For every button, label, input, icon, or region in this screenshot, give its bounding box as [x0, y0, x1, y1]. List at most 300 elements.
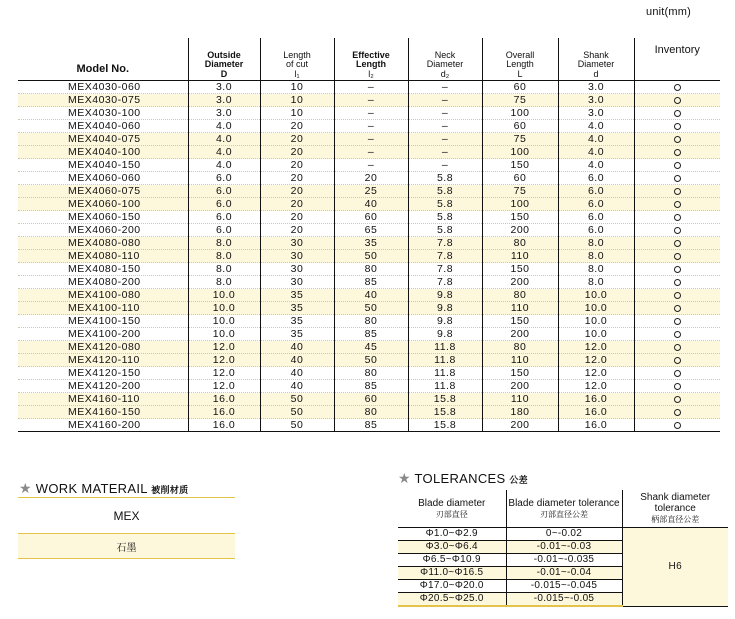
cell-shank: 4.0	[558, 133, 634, 146]
cell-eff: 65	[334, 224, 408, 237]
header-neck-line2: Diameter	[426, 59, 464, 69]
cell-od: 10.0	[188, 289, 260, 302]
cell-shank: 6.0	[558, 198, 634, 211]
cell-overall: 60	[482, 172, 558, 185]
tolerances-table	[398, 490, 728, 607]
cell-overall: 200	[482, 328, 558, 341]
cell-inventory	[634, 315, 720, 328]
unit-label: unit(mm)	[646, 6, 691, 18]
table-row	[18, 263, 720, 276]
in-stock-icon	[674, 383, 681, 390]
cell-model: MEX4100-080	[18, 289, 188, 302]
cell-overall: 150	[482, 367, 558, 380]
cell-overall: 200	[482, 380, 558, 393]
cell-model: MEX4060-100	[18, 198, 188, 211]
cell-model: MEX4160-150	[18, 406, 188, 419]
cell-neck: 5.8	[408, 211, 482, 224]
cell-inventory	[634, 367, 720, 380]
work-material-table	[18, 497, 235, 559]
cell-od: 12.0	[188, 354, 260, 367]
in-stock-icon	[674, 253, 681, 260]
cell-inventory	[634, 328, 720, 341]
cell-od: 12.0	[188, 380, 260, 393]
header-outside-diameter	[188, 38, 260, 81]
in-stock-icon	[674, 110, 681, 117]
cell-blade-tolerance: -0.01~-0.04	[506, 567, 622, 580]
cell-neck: –	[408, 94, 482, 107]
cell-shank: 10.0	[558, 289, 634, 302]
header-neck-line1: Neck	[434, 50, 456, 60]
cell-shank: 12.0	[558, 367, 634, 380]
tolerances-body	[398, 528, 728, 607]
cell-loc: 20	[260, 224, 334, 237]
cell-loc: 35	[260, 328, 334, 341]
cell-shank: 8.0	[558, 263, 634, 276]
cell-neck: 9.8	[408, 289, 482, 302]
work-material-title-text: WORK MATERAIL	[35, 481, 148, 496]
in-stock-icon	[674, 318, 681, 325]
cell-loc: 20	[260, 133, 334, 146]
cell-overall: 150	[482, 159, 558, 172]
header-overall-line2: Length	[506, 59, 534, 69]
cell-loc: 20	[260, 198, 334, 211]
cell-blade-tolerance: -0.015~-0.05	[506, 593, 622, 607]
cell-od: 16.0	[188, 406, 260, 419]
table-row	[18, 172, 720, 185]
cell-inventory	[634, 263, 720, 276]
cell-loc: 30	[260, 276, 334, 289]
header-eff-line2: Length	[356, 59, 386, 69]
cell-od: 4.0	[188, 133, 260, 146]
cell-shank: 6.0	[558, 172, 634, 185]
cell-od: 8.0	[188, 276, 260, 289]
cell-shank: 12.0	[558, 341, 634, 354]
table-row	[18, 81, 720, 94]
cell-eff: 25	[334, 185, 408, 198]
cell-od: 8.0	[188, 263, 260, 276]
header-blade-diameter	[398, 490, 506, 528]
star-icon: ★	[398, 470, 411, 486]
in-stock-icon	[674, 396, 681, 403]
cell-model: MEX4040-100	[18, 146, 188, 159]
work-material-title-cn: 被削材质	[151, 485, 189, 495]
cell-blade-tolerance: -0.01~-0.03	[506, 541, 622, 554]
cell-neck: –	[408, 159, 482, 172]
header-shank-diameter	[558, 38, 634, 81]
table-row	[18, 276, 720, 289]
header-shank-line2: Diameter	[577, 59, 615, 69]
cell-eff: 50	[334, 354, 408, 367]
cell-model: MEX4060-200	[18, 224, 188, 237]
cell-od: 4.0	[188, 120, 260, 133]
cell-blade-range: Φ20.5~Φ25.0	[398, 593, 506, 607]
header-shank-line1: Shank	[583, 50, 609, 60]
cell-model: MEX4120-080	[18, 341, 188, 354]
cell-shank: 16.0	[558, 393, 634, 406]
cell-loc: 40	[260, 341, 334, 354]
cell-inventory	[634, 172, 720, 185]
table-row	[18, 237, 720, 250]
cell-od: 10.0	[188, 328, 260, 341]
cell-od: 6.0	[188, 172, 260, 185]
cell-od: 6.0	[188, 198, 260, 211]
cell-inventory	[634, 107, 720, 120]
cell-eff: –	[334, 146, 408, 159]
cell-eff: 35	[334, 237, 408, 250]
cell-eff: 40	[334, 289, 408, 302]
cell-shank: 6.0	[558, 185, 634, 198]
cell-shank: 3.0	[558, 107, 634, 120]
cell-model: MEX4080-150	[18, 263, 188, 276]
cell-eff: 40	[334, 198, 408, 211]
cell-inventory	[634, 380, 720, 393]
header-loc-line2: of cut	[285, 59, 308, 69]
table-row	[18, 341, 720, 354]
header-loc-line1: Length	[283, 50, 311, 60]
in-stock-icon	[674, 84, 681, 91]
cell-shank: 10.0	[558, 315, 634, 328]
cell-loc: 20	[260, 211, 334, 224]
cell-shank: 10.0	[558, 328, 634, 341]
cell-eff: 45	[334, 341, 408, 354]
cell-neck: 7.8	[408, 263, 482, 276]
cell-eff: 85	[334, 380, 408, 393]
header-shank-tol-cn: 柄部直径公差	[651, 515, 700, 524]
work-material-value: MEX	[18, 498, 235, 534]
table-row	[18, 419, 720, 432]
cell-model: MEX4030-075	[18, 94, 188, 107]
cell-inventory	[634, 120, 720, 133]
cell-loc: 35	[260, 302, 334, 315]
cell-neck: –	[408, 81, 482, 94]
cell-overall: 180	[482, 406, 558, 419]
header-blade-tolerance	[506, 490, 622, 528]
cell-model: MEX4040-075	[18, 133, 188, 146]
cell-model: MEX4040-060	[18, 120, 188, 133]
header-blade-cn: 刃部直径	[435, 509, 468, 519]
cell-overall: 80	[482, 289, 558, 302]
cell-neck: 9.8	[408, 315, 482, 328]
cell-inventory	[634, 406, 720, 419]
cell-overall: 100	[482, 146, 558, 159]
cell-overall: 110	[482, 302, 558, 315]
cell-model: MEX4100-110	[18, 302, 188, 315]
table-row	[18, 380, 720, 393]
table-row	[18, 120, 720, 133]
cell-eff: –	[334, 133, 408, 146]
cell-neck: 5.8	[408, 198, 482, 211]
header-overall-symbol: L	[517, 69, 523, 79]
cell-inventory	[634, 146, 720, 159]
cell-od: 8.0	[188, 237, 260, 250]
cell-model: MEX4080-080	[18, 237, 188, 250]
cell-shank: 8.0	[558, 250, 634, 263]
cell-od: 12.0	[188, 341, 260, 354]
cell-blade-range: Φ17.0~Φ20.0	[398, 580, 506, 593]
cell-neck: 5.8	[408, 224, 482, 237]
cell-inventory	[634, 81, 720, 94]
in-stock-icon	[674, 214, 681, 221]
cell-overall: 100	[482, 198, 558, 211]
in-stock-icon	[674, 422, 681, 429]
cell-model: MEX4120-200	[18, 380, 188, 393]
cell-model: MEX4160-200	[18, 419, 188, 432]
cell-eff: 50	[334, 250, 408, 263]
star-icon: ★	[19, 480, 32, 496]
cell-loc: 40	[260, 367, 334, 380]
cell-loc: 20	[260, 146, 334, 159]
table-row	[18, 406, 720, 419]
header-loc-symbol: l₁	[294, 69, 300, 79]
cell-inventory	[634, 289, 720, 302]
spec-body	[18, 81, 720, 432]
cell-model: MEX4120-150	[18, 367, 188, 380]
cell-eff: 80	[334, 263, 408, 276]
cell-loc: 10	[260, 107, 334, 120]
cell-inventory	[634, 237, 720, 250]
cell-model: MEX4040-150	[18, 159, 188, 172]
table-row	[18, 354, 720, 367]
header-shank-symbol: d	[593, 69, 599, 79]
cell-neck: 11.8	[408, 341, 482, 354]
tolerances-title	[398, 470, 528, 487]
cell-eff: 20	[334, 172, 408, 185]
in-stock-icon	[674, 370, 681, 377]
cell-loc: 50	[260, 406, 334, 419]
table-row	[18, 198, 720, 211]
cell-inventory	[634, 393, 720, 406]
cell-shank: 6.0	[558, 211, 634, 224]
cell-model: MEX4160-110	[18, 393, 188, 406]
cell-eff: 60	[334, 211, 408, 224]
cell-inventory	[634, 276, 720, 289]
cell-inventory	[634, 302, 720, 315]
cell-shank: 3.0	[558, 94, 634, 107]
spec-header-row	[18, 38, 720, 81]
cell-od: 4.0	[188, 159, 260, 172]
header-shank-tol-text: Shank diameter tolerance	[640, 492, 711, 514]
cell-neck: 5.8	[408, 185, 482, 198]
cell-od: 10.0	[188, 302, 260, 315]
cell-eff: 85	[334, 276, 408, 289]
cell-model: MEX4120-110	[18, 354, 188, 367]
cell-loc: 30	[260, 263, 334, 276]
cell-overall: 110	[482, 250, 558, 263]
cell-inventory	[634, 94, 720, 107]
cell-neck: –	[408, 146, 482, 159]
header-overall-length	[482, 38, 558, 81]
in-stock-icon	[674, 201, 681, 208]
cell-overall: 100	[482, 107, 558, 120]
cell-overall: 200	[482, 419, 558, 432]
in-stock-icon	[674, 123, 681, 130]
cell-od: 8.0	[188, 250, 260, 263]
cell-overall: 75	[482, 94, 558, 107]
cell-neck: 11.8	[408, 354, 482, 367]
table-row	[18, 315, 720, 328]
table-row	[18, 289, 720, 302]
cell-eff: –	[334, 94, 408, 107]
table-row	[18, 302, 720, 315]
cell-shank-tolerance: H6	[622, 528, 728, 607]
cell-inventory	[634, 341, 720, 354]
table-row	[18, 185, 720, 198]
work-material-title	[19, 480, 188, 497]
cell-eff: 80	[334, 315, 408, 328]
cell-overall: 80	[482, 341, 558, 354]
table-row	[18, 133, 720, 146]
cell-model: MEX4060-075	[18, 185, 188, 198]
table-row	[18, 393, 720, 406]
in-stock-icon	[674, 409, 681, 416]
header-neck-symbol: d₂	[440, 69, 450, 79]
cell-eff: 50	[334, 302, 408, 315]
cell-neck: 15.8	[408, 393, 482, 406]
cell-neck: –	[408, 107, 482, 120]
table-row	[18, 367, 720, 380]
cell-neck: 9.8	[408, 302, 482, 315]
cell-od: 6.0	[188, 185, 260, 198]
cell-shank: 6.0	[558, 224, 634, 237]
cell-blade-range: Φ6.5~Φ10.9	[398, 554, 506, 567]
in-stock-icon	[674, 357, 681, 364]
table-row	[18, 250, 720, 263]
spec-table	[18, 38, 720, 432]
cell-eff: –	[334, 159, 408, 172]
in-stock-icon	[674, 305, 681, 312]
in-stock-icon	[674, 97, 681, 104]
header-neck-diameter	[408, 38, 482, 81]
cell-inventory	[634, 224, 720, 237]
cell-neck: 9.8	[408, 328, 482, 341]
cell-overall: 200	[482, 276, 558, 289]
cell-eff: 85	[334, 328, 408, 341]
header-eff-line1: Effective	[352, 50, 390, 60]
cell-neck: 5.8	[408, 172, 482, 185]
cell-shank: 16.0	[558, 406, 634, 419]
header-blade-tol-text: Blade diameter tolerance	[508, 497, 620, 509]
cell-loc: 30	[260, 237, 334, 250]
cell-overall: 75	[482, 133, 558, 146]
cell-loc: 20	[260, 159, 334, 172]
cell-od: 6.0	[188, 211, 260, 224]
cell-od: 3.0	[188, 94, 260, 107]
cell-blade-range: Φ1.0~Φ2.9	[398, 528, 506, 541]
cell-blade-tolerance: -0.01~-0.035	[506, 554, 622, 567]
cell-loc: 35	[260, 289, 334, 302]
cell-neck: –	[408, 133, 482, 146]
table-row	[398, 528, 728, 541]
cell-loc: 10	[260, 94, 334, 107]
table-row	[18, 94, 720, 107]
cell-neck: 7.8	[408, 276, 482, 289]
cell-overall: 60	[482, 81, 558, 94]
cell-overall: 150	[482, 315, 558, 328]
cell-neck: 7.8	[408, 237, 482, 250]
cell-model: MEX4100-150	[18, 315, 188, 328]
cell-od: 6.0	[188, 224, 260, 237]
table-row	[18, 211, 720, 224]
cell-eff: –	[334, 120, 408, 133]
table-row	[18, 107, 720, 120]
cell-shank: 16.0	[558, 419, 634, 432]
in-stock-icon	[674, 279, 681, 286]
in-stock-icon	[674, 175, 681, 182]
table-row	[18, 146, 720, 159]
cell-blade-range: Φ3.0~Φ6.4	[398, 541, 506, 554]
cell-overall: 75	[482, 185, 558, 198]
cell-model: MEX4060-060	[18, 172, 188, 185]
cell-od: 16.0	[188, 419, 260, 432]
cell-model: MEX4060-150	[18, 211, 188, 224]
cell-inventory	[634, 419, 720, 432]
in-stock-icon	[674, 136, 681, 143]
cell-model: MEX4080-110	[18, 250, 188, 263]
cell-overall: 80	[482, 237, 558, 250]
cell-shank: 12.0	[558, 380, 634, 393]
cell-eff: –	[334, 81, 408, 94]
cell-shank: 8.0	[558, 276, 634, 289]
cell-loc: 40	[260, 354, 334, 367]
cell-od: 3.0	[188, 81, 260, 94]
header-inventory: Inventory	[634, 38, 720, 81]
cell-overall: 60	[482, 120, 558, 133]
tolerances-title-cn: 公差	[509, 475, 528, 485]
cell-overall: 150	[482, 211, 558, 224]
cell-loc: 20	[260, 120, 334, 133]
header-overall-line1: Overall	[505, 50, 535, 60]
cell-neck: 15.8	[408, 419, 482, 432]
in-stock-icon	[674, 331, 681, 338]
work-material-value-cn: 石墨	[18, 534, 235, 559]
cell-inventory	[634, 211, 720, 224]
header-effective-length	[334, 38, 408, 81]
cell-od: 3.0	[188, 107, 260, 120]
cell-loc: 50	[260, 393, 334, 406]
cell-overall: 200	[482, 224, 558, 237]
cell-model: MEX4080-200	[18, 276, 188, 289]
cell-shank: 8.0	[558, 237, 634, 250]
header-od-symbol: D	[220, 69, 228, 79]
cell-shank: 4.0	[558, 120, 634, 133]
header-shank-tolerance	[622, 490, 728, 528]
in-stock-icon	[674, 227, 681, 234]
cell-neck: 11.8	[408, 380, 482, 393]
cell-blade-range: Φ11.0~Φ16.5	[398, 567, 506, 580]
header-length-of-cut	[260, 38, 334, 81]
tolerances-title-text: TOLERANCES	[414, 471, 506, 486]
cell-loc: 50	[260, 419, 334, 432]
cell-inventory	[634, 185, 720, 198]
cell-shank: 4.0	[558, 159, 634, 172]
cell-neck: 11.8	[408, 367, 482, 380]
cell-od: 4.0	[188, 146, 260, 159]
cell-overall: 110	[482, 354, 558, 367]
table-row	[18, 328, 720, 341]
cell-neck: 15.8	[408, 406, 482, 419]
header-od-line1: Outside	[207, 50, 241, 60]
cell-inventory	[634, 159, 720, 172]
in-stock-icon	[674, 292, 681, 299]
header-eff-symbol: l₂	[368, 69, 374, 79]
in-stock-icon	[674, 240, 681, 247]
header-blade-text: Blade diameter	[418, 497, 486, 509]
cell-overall: 110	[482, 393, 558, 406]
cell-eff: –	[334, 107, 408, 120]
in-stock-icon	[674, 149, 681, 156]
cell-od: 12.0	[188, 367, 260, 380]
in-stock-icon	[674, 162, 681, 169]
